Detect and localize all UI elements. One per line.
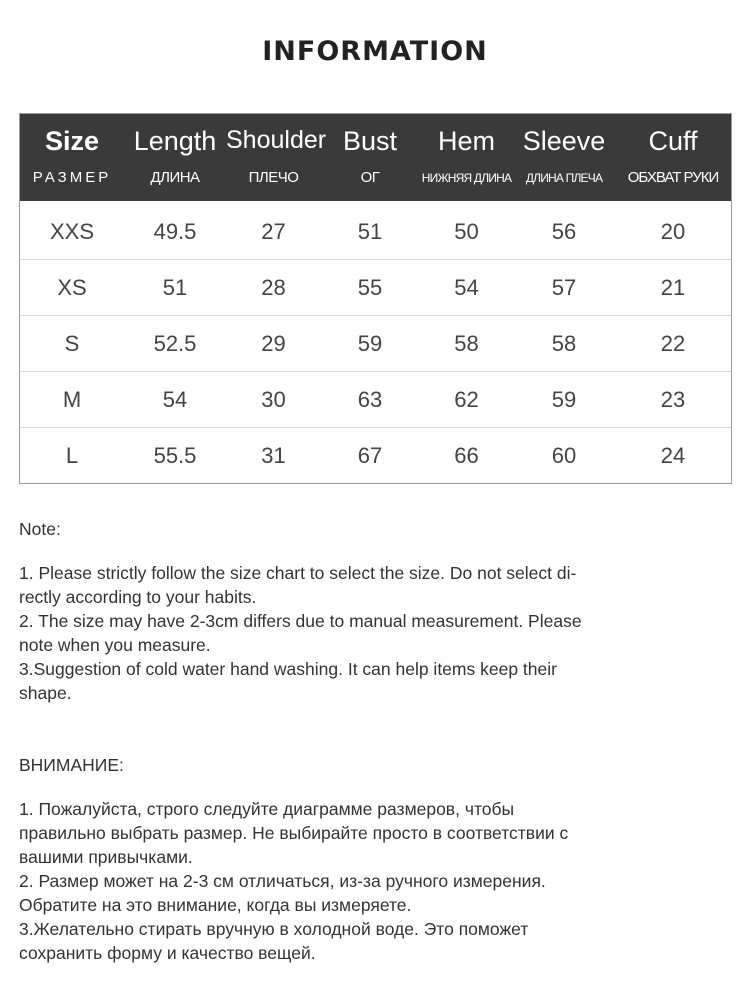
cell-bust: 59 — [357, 331, 383, 356]
note-line: shape. — [19, 683, 72, 703]
cell-cuff: 22 — [660, 331, 686, 356]
cell-sleeve: 57 — [551, 275, 577, 300]
cell-length: 55.5 — [153, 443, 197, 468]
cell-length: 51 — [162, 275, 188, 300]
note-heading-en: Note: — [19, 519, 61, 539]
note-line: note when you measure. — [19, 635, 211, 655]
cell-sleeve: 59 — [551, 387, 577, 412]
header-label-ru: РАЗМЕР — [32, 169, 112, 186]
cell-size: L — [65, 443, 79, 468]
header-length — [124, 114, 226, 201]
table-row — [20, 201, 731, 259]
cell-hem: 66 — [454, 443, 479, 468]
note-line: правильно выбрать размер. Не выбирайте просто в соответствии с — [19, 823, 569, 843]
header-label-en: Size — [44, 126, 100, 156]
cell-cuff: 24 — [660, 443, 686, 468]
cell-size: XS — [57, 275, 87, 300]
cell-hem: 50 — [454, 219, 479, 244]
header-label-ru: НИЖНЯЯ ДЛИНА — [421, 171, 512, 185]
note-line: вашими привычками. — [19, 847, 193, 867]
header-shoulder — [226, 114, 327, 201]
table-row — [20, 259, 731, 315]
cell-hem: 62 — [454, 387, 479, 412]
header-label-ru: ДЛИНА ПЛЕЧА — [525, 171, 603, 185]
note-line: 2. Размер может на 2-3 см отличаться, из-за ручного измерения. — [19, 871, 546, 891]
header-label-en: Sleeve — [522, 126, 606, 156]
notes-section — [19, 517, 731, 965]
cell-sleeve: 56 — [551, 219, 577, 244]
cell-shoulder: 30 — [261, 387, 286, 412]
cell-bust: 55 — [357, 275, 383, 300]
header-bust — [321, 114, 419, 201]
cell-hem: 58 — [454, 331, 479, 356]
header-cuff — [614, 114, 732, 201]
header-label-ru: ОГ — [360, 169, 380, 186]
note-heading-ru: ВНИМАНИЕ: — [19, 755, 124, 775]
page-title: INFORMATION — [262, 36, 488, 67]
note-line: сохранить форму и качество вещей. — [19, 943, 316, 963]
header-label-en: Length — [133, 126, 217, 156]
cell-shoulder: 28 — [261, 275, 286, 300]
cell-sleeve: 58 — [551, 331, 577, 356]
cell-size: S — [64, 331, 80, 356]
cell-cuff: 20 — [660, 219, 686, 244]
note-line: 2. The size may have 2-3cm differs due to manual measurement. Please — [19, 611, 582, 631]
cell-length: 52.5 — [153, 331, 197, 356]
header-label-ru: ПЛЕЧО — [248, 169, 299, 186]
table-row — [20, 427, 731, 483]
cell-bust: 63 — [357, 387, 383, 412]
table-header — [20, 114, 731, 201]
note-line: 1. Please strictly follow the size chart to select the size. Do not select di- — [19, 563, 577, 583]
cell-length: 49.5 — [153, 219, 197, 244]
cell-cuff: 23 — [660, 387, 686, 412]
table-row — [20, 371, 731, 427]
cell-shoulder: 27 — [261, 219, 286, 244]
table-row — [20, 315, 731, 371]
cell-sleeve: 60 — [551, 443, 577, 468]
cell-bust: 51 — [357, 219, 383, 244]
size-chart-table — [19, 113, 732, 484]
header-label-en: Hem — [437, 126, 495, 156]
note-line: 1. Пожалуйста, строго следуйте диаграмме размеров, чтобы — [19, 799, 515, 819]
header-label-ru: ДЛИНА — [150, 169, 200, 186]
header-label-en: Shoulder — [226, 126, 327, 154]
cell-shoulder: 29 — [261, 331, 286, 356]
header-label-en: Bust — [342, 126, 398, 156]
header-sleeve — [514, 114, 614, 201]
header-size — [20, 114, 124, 201]
cell-size: M — [62, 387, 82, 412]
cell-length: 54 — [162, 387, 188, 412]
header-label-ru: ОБХВАТ РУКИ — [627, 169, 719, 186]
cell-hem: 54 — [454, 275, 479, 300]
note-line: rectly according to your habits. — [19, 587, 257, 607]
cell-bust: 67 — [357, 443, 383, 468]
cell-shoulder: 31 — [261, 443, 286, 468]
note-line: 3.Желательно стирать вручную в холодной воде. Это поможет — [19, 919, 529, 939]
cell-size: XXS — [49, 219, 95, 244]
note-line: 3.Suggestion of cold water hand washing. It can help items keep their — [19, 659, 557, 679]
header-label-en: Cuff — [648, 126, 698, 156]
note-line: Обратите на это внимание, когда вы измеряете. — [19, 895, 412, 915]
notes-spacer — [19, 705, 731, 753]
header-hem — [419, 114, 514, 201]
cell-cuff: 21 — [660, 275, 686, 300]
